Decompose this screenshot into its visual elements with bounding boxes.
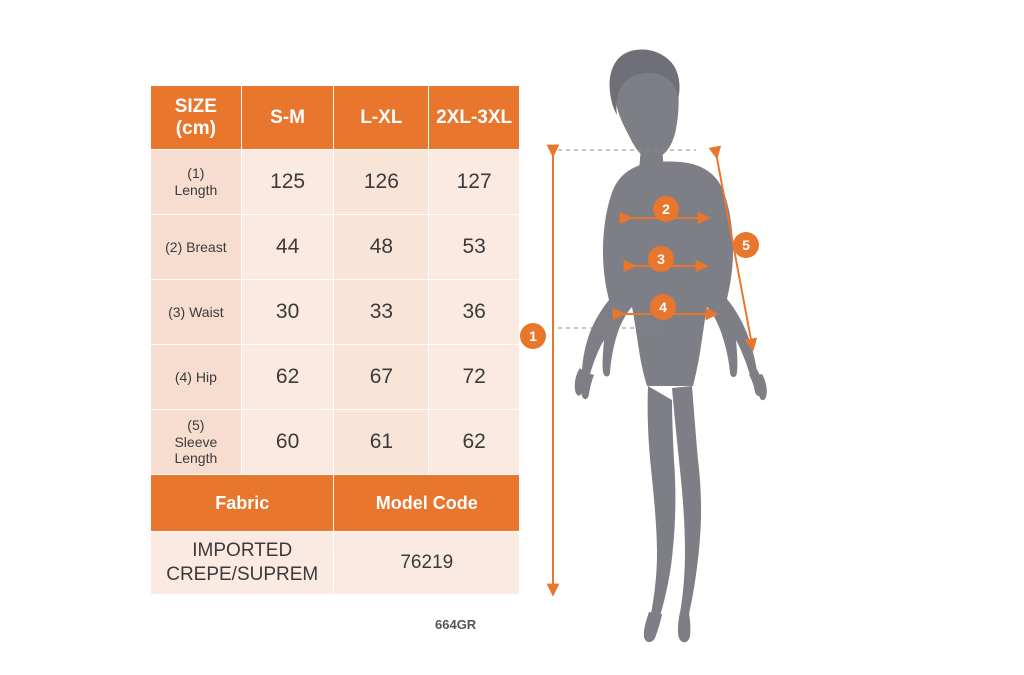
cell-hip-sm: 62	[241, 345, 334, 410]
cell-waist-lxl: 33	[334, 280, 429, 345]
badge-2-breast: 2	[653, 196, 679, 222]
badge-5-sleeve-length: 5	[733, 232, 759, 258]
cell-waist-2xl3xl: 36	[429, 280, 520, 345]
cell-sleeve-2xl3xl: 62	[429, 410, 520, 475]
table-row	[151, 410, 520, 475]
cell-hip-lxl: 67	[334, 345, 429, 410]
row-label-line1: (4) Hip	[174, 368, 217, 385]
header-size-sm: S-M	[241, 86, 334, 150]
size-table	[150, 85, 520, 595]
cell-length-2xl3xl: 127	[429, 150, 520, 215]
row-label-line1: (3) Waist	[168, 303, 224, 320]
silhouette-body	[575, 49, 767, 642]
fabric-line2: CREPE/SUPREM	[166, 564, 319, 585]
row-label-breast	[151, 215, 242, 280]
table-row	[151, 150, 520, 215]
row-label-line1: (2) Breast	[165, 238, 227, 255]
row-label-line2: Length	[174, 182, 218, 198]
cell-waist-sm: 30	[241, 280, 334, 345]
footer-value-model-code: 76219	[334, 532, 520, 595]
header-size-2xl3xl: 2XL-3XL	[429, 86, 520, 150]
row-label-line2: Sleeve	[174, 433, 218, 450]
row-label-line1: (5)	[187, 416, 205, 433]
cell-breast-sm: 44	[241, 215, 334, 280]
cell-length-sm: 125	[241, 150, 334, 215]
table-row	[151, 280, 520, 345]
fabric-line1: IMPORTED	[192, 540, 293, 562]
header-size-unit	[151, 86, 242, 150]
badge-3-waist: 3	[648, 246, 674, 272]
row-label-sleeve-length	[151, 410, 242, 475]
table-row	[151, 345, 520, 410]
row-label-hip	[151, 345, 242, 410]
badge-4-hip: 4	[650, 294, 676, 320]
table-footer-value-row	[151, 532, 520, 595]
row-label-waist	[151, 280, 242, 345]
row-label-line3: Length	[174, 450, 218, 467]
cell-sleeve-lxl: 61	[334, 410, 429, 475]
badge-1-length: 1	[520, 323, 546, 349]
table-footer-header-row	[151, 475, 520, 532]
header-size-line2: (cm)	[175, 117, 216, 139]
header-size-lxl: L-XL	[334, 86, 429, 150]
footer-header-model-code: Model Code	[334, 475, 520, 532]
footer-value-fabric	[151, 532, 334, 595]
cell-hip-2xl3xl: 72	[429, 345, 520, 410]
cell-sleeve-sm: 60	[241, 410, 334, 475]
footer-header-fabric: Fabric	[151, 475, 334, 532]
header-size-line1: SIZE	[174, 95, 217, 117]
cell-breast-lxl: 48	[334, 215, 429, 280]
row-label-line1: (1)	[187, 165, 205, 182]
female-silhouette-svg	[520, 20, 1020, 670]
table-row	[151, 215, 520, 280]
measurement-figure	[520, 20, 1020, 670]
table-header-row	[151, 86, 520, 150]
code-note: 664GR	[435, 617, 477, 632]
cell-length-lxl: 126	[334, 150, 429, 215]
cell-breast-2xl3xl: 53	[429, 215, 520, 280]
row-label-length	[151, 150, 242, 215]
